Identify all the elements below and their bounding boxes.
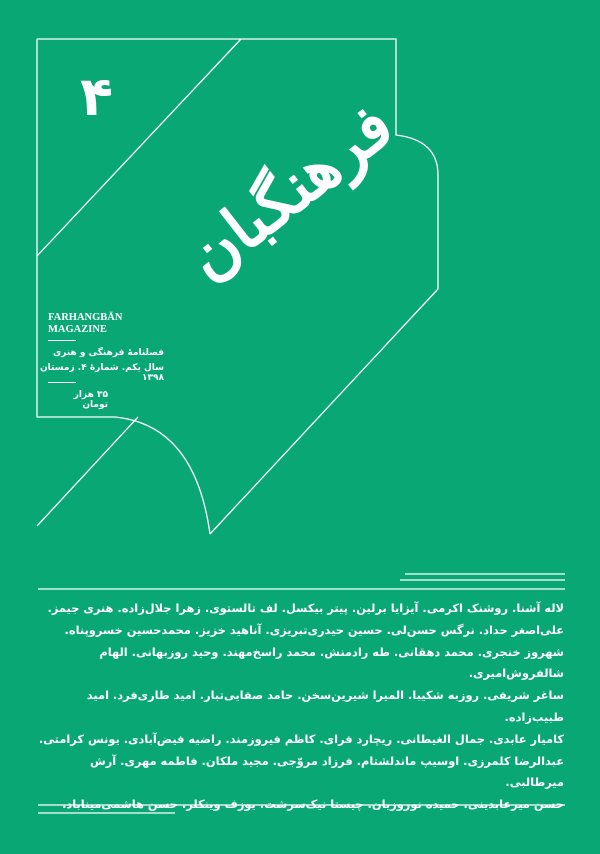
diagonal-line-bottom — [37, 417, 138, 526]
contributors-line: علی‌اصغر حداد. نرگس حسن‌لی. حسین حیدری‌تبریزی. آناهید خزیز. محمدحسین خسروپناه. — [64, 622, 564, 637]
issue-number: ۴ — [80, 65, 113, 128]
top-rules — [400, 574, 565, 580]
english-title-line-1: FARHANGBĀN — [48, 312, 123, 323]
contributors-line: لاله آشنا. روشنک اکرمی. آیزایا برلین. پیتر بیکسل. لف تالستوی. زهرا جلال‌زاده. هنری جیمز. — [47, 601, 564, 615]
contributors-line: کامیار عابدی. جمال الغیطانی. ریچارد فرای. کاظم فیروزمند. راضیه فیض‌آبادی. یونس کرامتی. — [38, 731, 564, 746]
english-title — [48, 312, 122, 336]
contributors-line: ساغر شریفی. روزبه شکیبا. المیرا شیرین‌سخن. حامد صفایی‌تبار. امید طاری‌فرد. امید طبیب‌زاده. — [86, 688, 564, 724]
divider — [48, 340, 76, 341]
divider — [48, 382, 76, 383]
contributors-list — [38, 598, 564, 816]
contributors-line: حسن میرعابدینی. حمیده نوروزیان. چیستا نیک‌سرشت. یوزف وینکلر. حسن هاشمی‌میناباد. — [62, 797, 564, 812]
contributors-line: شهروز خنجری. محمد دهقانی. طه رادمنش. محمد راسخ‌مهند. وحید روزبهانی. الهام شالفروش‌امیری. — [99, 644, 564, 681]
magazine-logo: فرهنگبان — [171, 88, 408, 296]
frame-arc — [37, 39, 210, 534]
english-title-line-2: MAGAZINE — [48, 324, 107, 335]
price: ۳۵ هزار تومان — [73, 390, 108, 410]
subtitle: فصلنامهٔ فرهنگی و هنری — [52, 348, 164, 358]
contributors-line: عبدالرضا کلمرزی. اوسیپ ماندلشتام. فرزاد مروّجی. مجید ملکان. فاطمه مهری. آرش میرطالبی. — [90, 753, 564, 790]
issue-info: سال یکم. شمارهٔ ۴. زمستان ۱۳۹۸ — [40, 363, 164, 383]
